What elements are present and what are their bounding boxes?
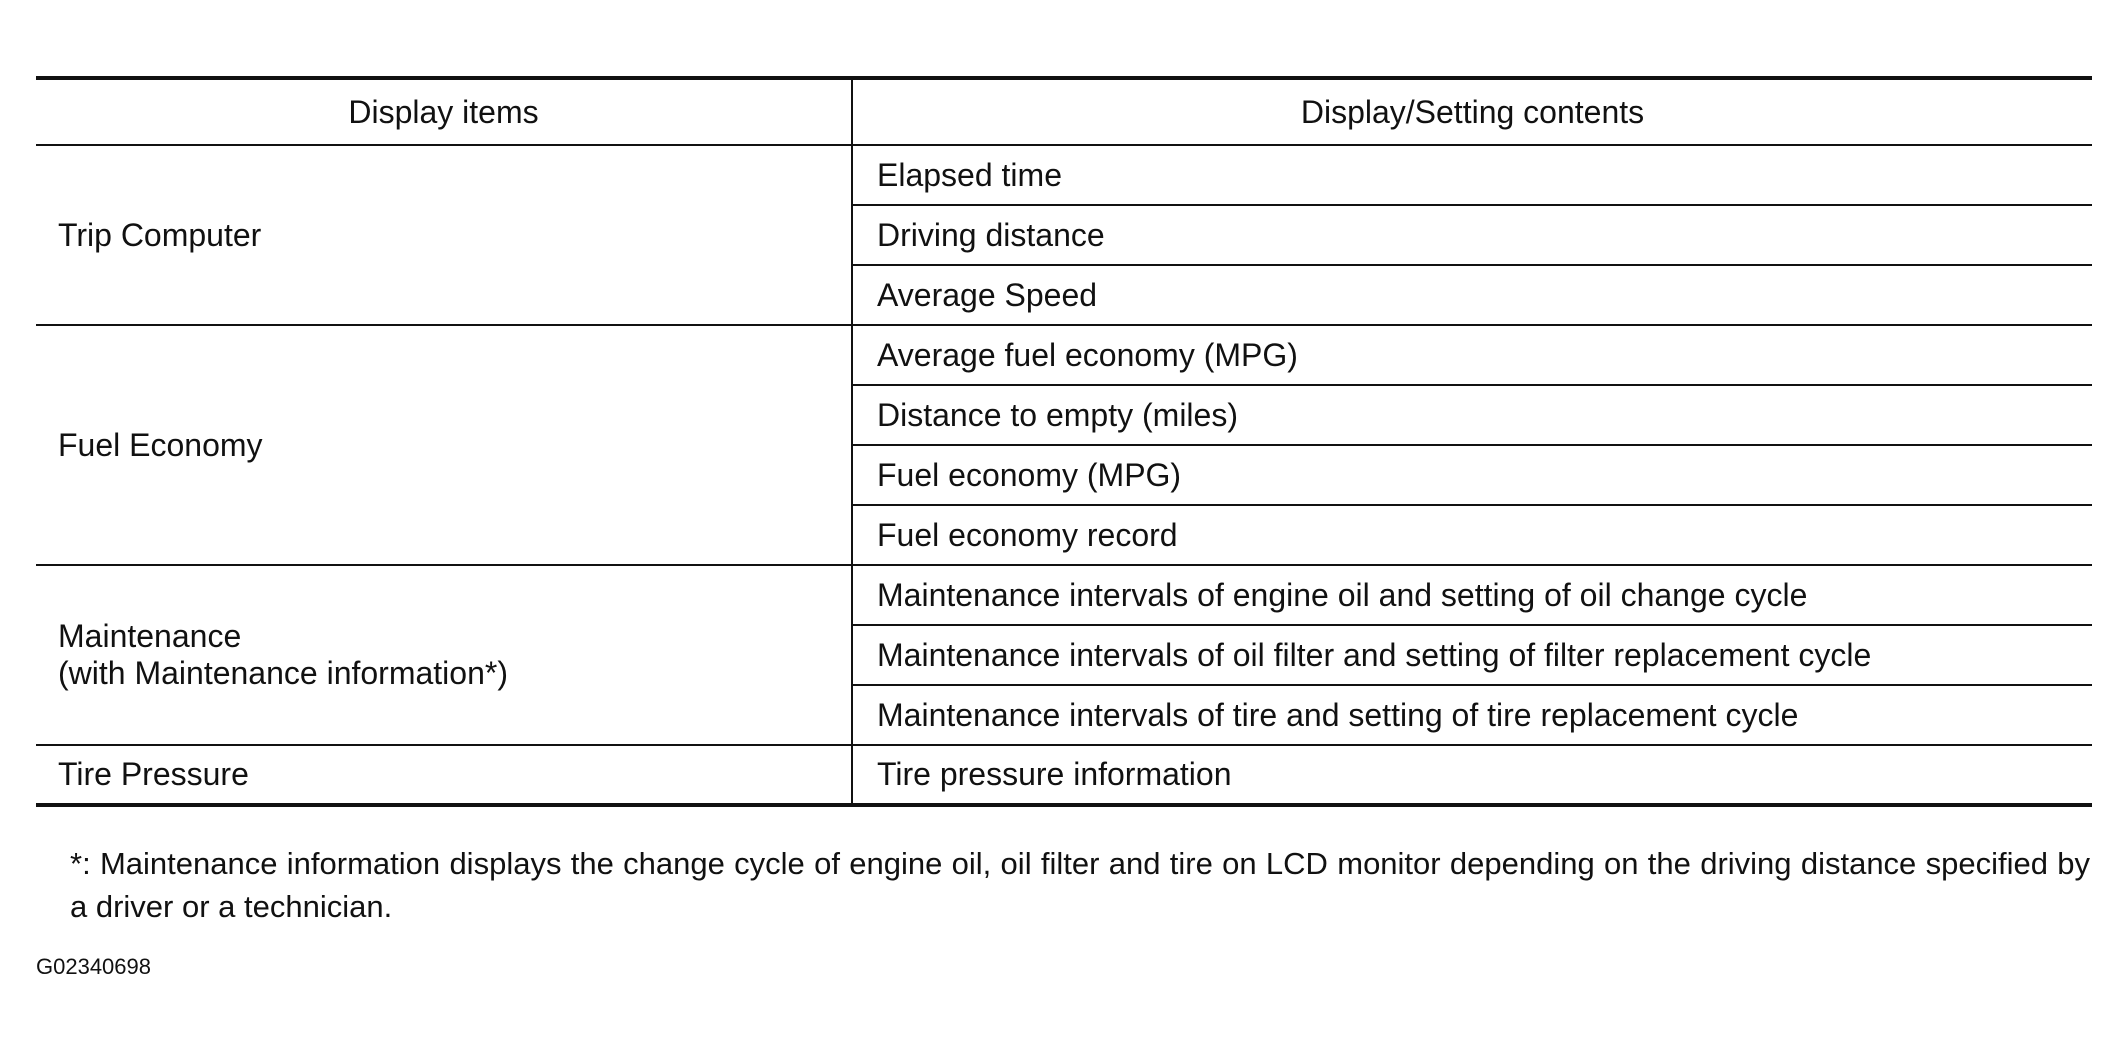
- content-cell: Tire pressure information: [852, 745, 2092, 805]
- content-cell: Distance to empty (miles): [852, 385, 2092, 445]
- item-maintenance: [36, 565, 852, 745]
- table-row: [36, 325, 2092, 385]
- item-maintenance-label: Maintenance: [58, 618, 242, 654]
- content-cell: Maintenance intervals of oil filter and setting of filter replacement cycle: [852, 625, 2092, 685]
- content-cell: Average fuel economy (MPG): [852, 325, 2092, 385]
- column-header-display-items: Display items: [36, 78, 852, 145]
- display-items-table: [36, 76, 2092, 807]
- table-row: [36, 145, 2092, 205]
- content-cell: Fuel economy record: [852, 505, 2092, 565]
- figure-code: G02340698: [36, 954, 151, 979]
- item-tire-pressure: Tire Pressure: [36, 745, 852, 805]
- table-row: [36, 745, 2092, 805]
- content-cell: Fuel economy (MPG): [852, 445, 2092, 505]
- item-fuel-economy: Fuel Economy: [36, 325, 852, 565]
- content-cell: Average Speed: [852, 265, 2092, 325]
- content-cell: Maintenance intervals of tire and setting of tire replacement cycle: [852, 685, 2092, 745]
- content-cell: Driving distance: [852, 205, 2092, 265]
- item-maintenance-sublabel: (with Maintenance information*): [58, 655, 508, 691]
- footnote: *: Maintenance information displays the change cycle of engine oil, oil filter and tire on LCD monitor depending on the driving distance specified by a driver or a technician.: [70, 846, 2090, 924]
- content-cell: Maintenance intervals of engine oil and setting of oil change cycle: [852, 565, 2092, 625]
- column-header-display-setting-contents: Display/Setting contents: [852, 78, 2092, 145]
- table-header-row: [36, 78, 2092, 145]
- content-cell: Elapsed time: [852, 145, 2092, 205]
- table-row: [36, 565, 2092, 625]
- item-trip-computer: Trip Computer: [36, 145, 852, 325]
